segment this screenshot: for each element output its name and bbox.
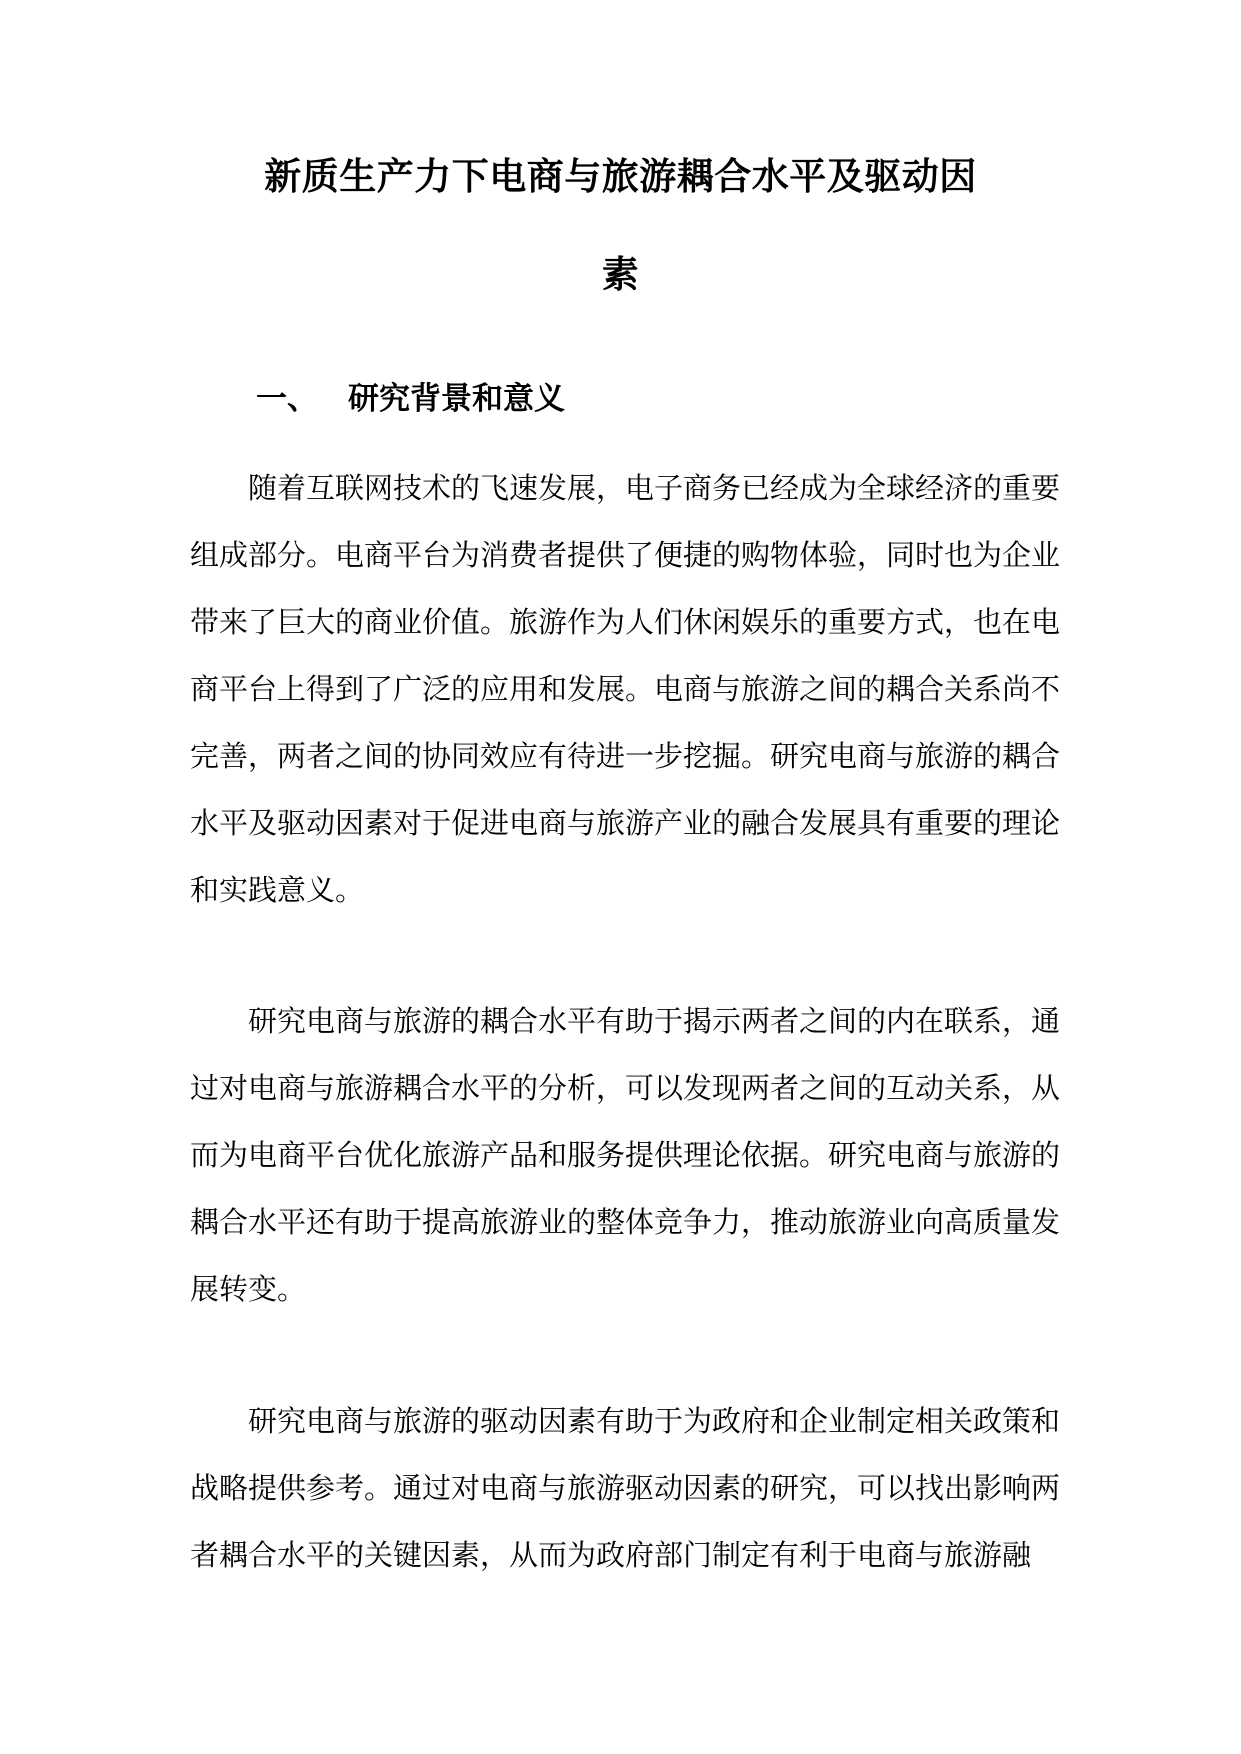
body-paragraph-2: 研究电商与旅游的耦合水平有助于揭示两者之间的内在联系，通过对电商与旅游耦合水平的分析，可以发现两者之间的互动关系，从而为电商平台优化旅游产品和服务提供理论依据。研究电商与旅游的耦合水平还有助于提高旅游业的整体竞争力，推动旅游业向高质量发展转变。 — [190, 1004, 1061, 1306]
section-heading — [256, 381, 565, 417]
document-title-line-1: 新质生产力下电商与旅游耦合水平及驱动因 — [264, 154, 977, 198]
section-heading-text: 研究背景和意义 — [348, 381, 565, 417]
section-number: 一、 — [256, 381, 318, 417]
body-paragraph-3: 研究电商与旅游的驱动因素有助于为政府和企业制定相关政策和战略提供参考。通过对电商与旅游驱动因素的研究，可以找出影响两者耦合水平的关键因素，从而为政府部门制定有利于电商与旅游融 — [190, 1404, 1061, 1572]
body-paragraph-1: 随着互联网技术的飞速发展，电子商务已经成为全球经济的重要组成部分。电商平台为消费者提供了便捷的购物体验，同时也为企业带来了巨大的商业价值。旅游作为人们休闲娱乐的重要方式，也在电商平台上得到了广泛的应用和发展。电商与旅游之间的耦合关系尚不完善，两者之间的协同效应有待进一步挖掘。研究电商与旅游的耦合水平及驱动因素对于促进电商与旅游产业的融合发展具有重要的理论和实践意义。 — [190, 471, 1061, 907]
document-title-line-2: 素 — [601, 252, 640, 296]
